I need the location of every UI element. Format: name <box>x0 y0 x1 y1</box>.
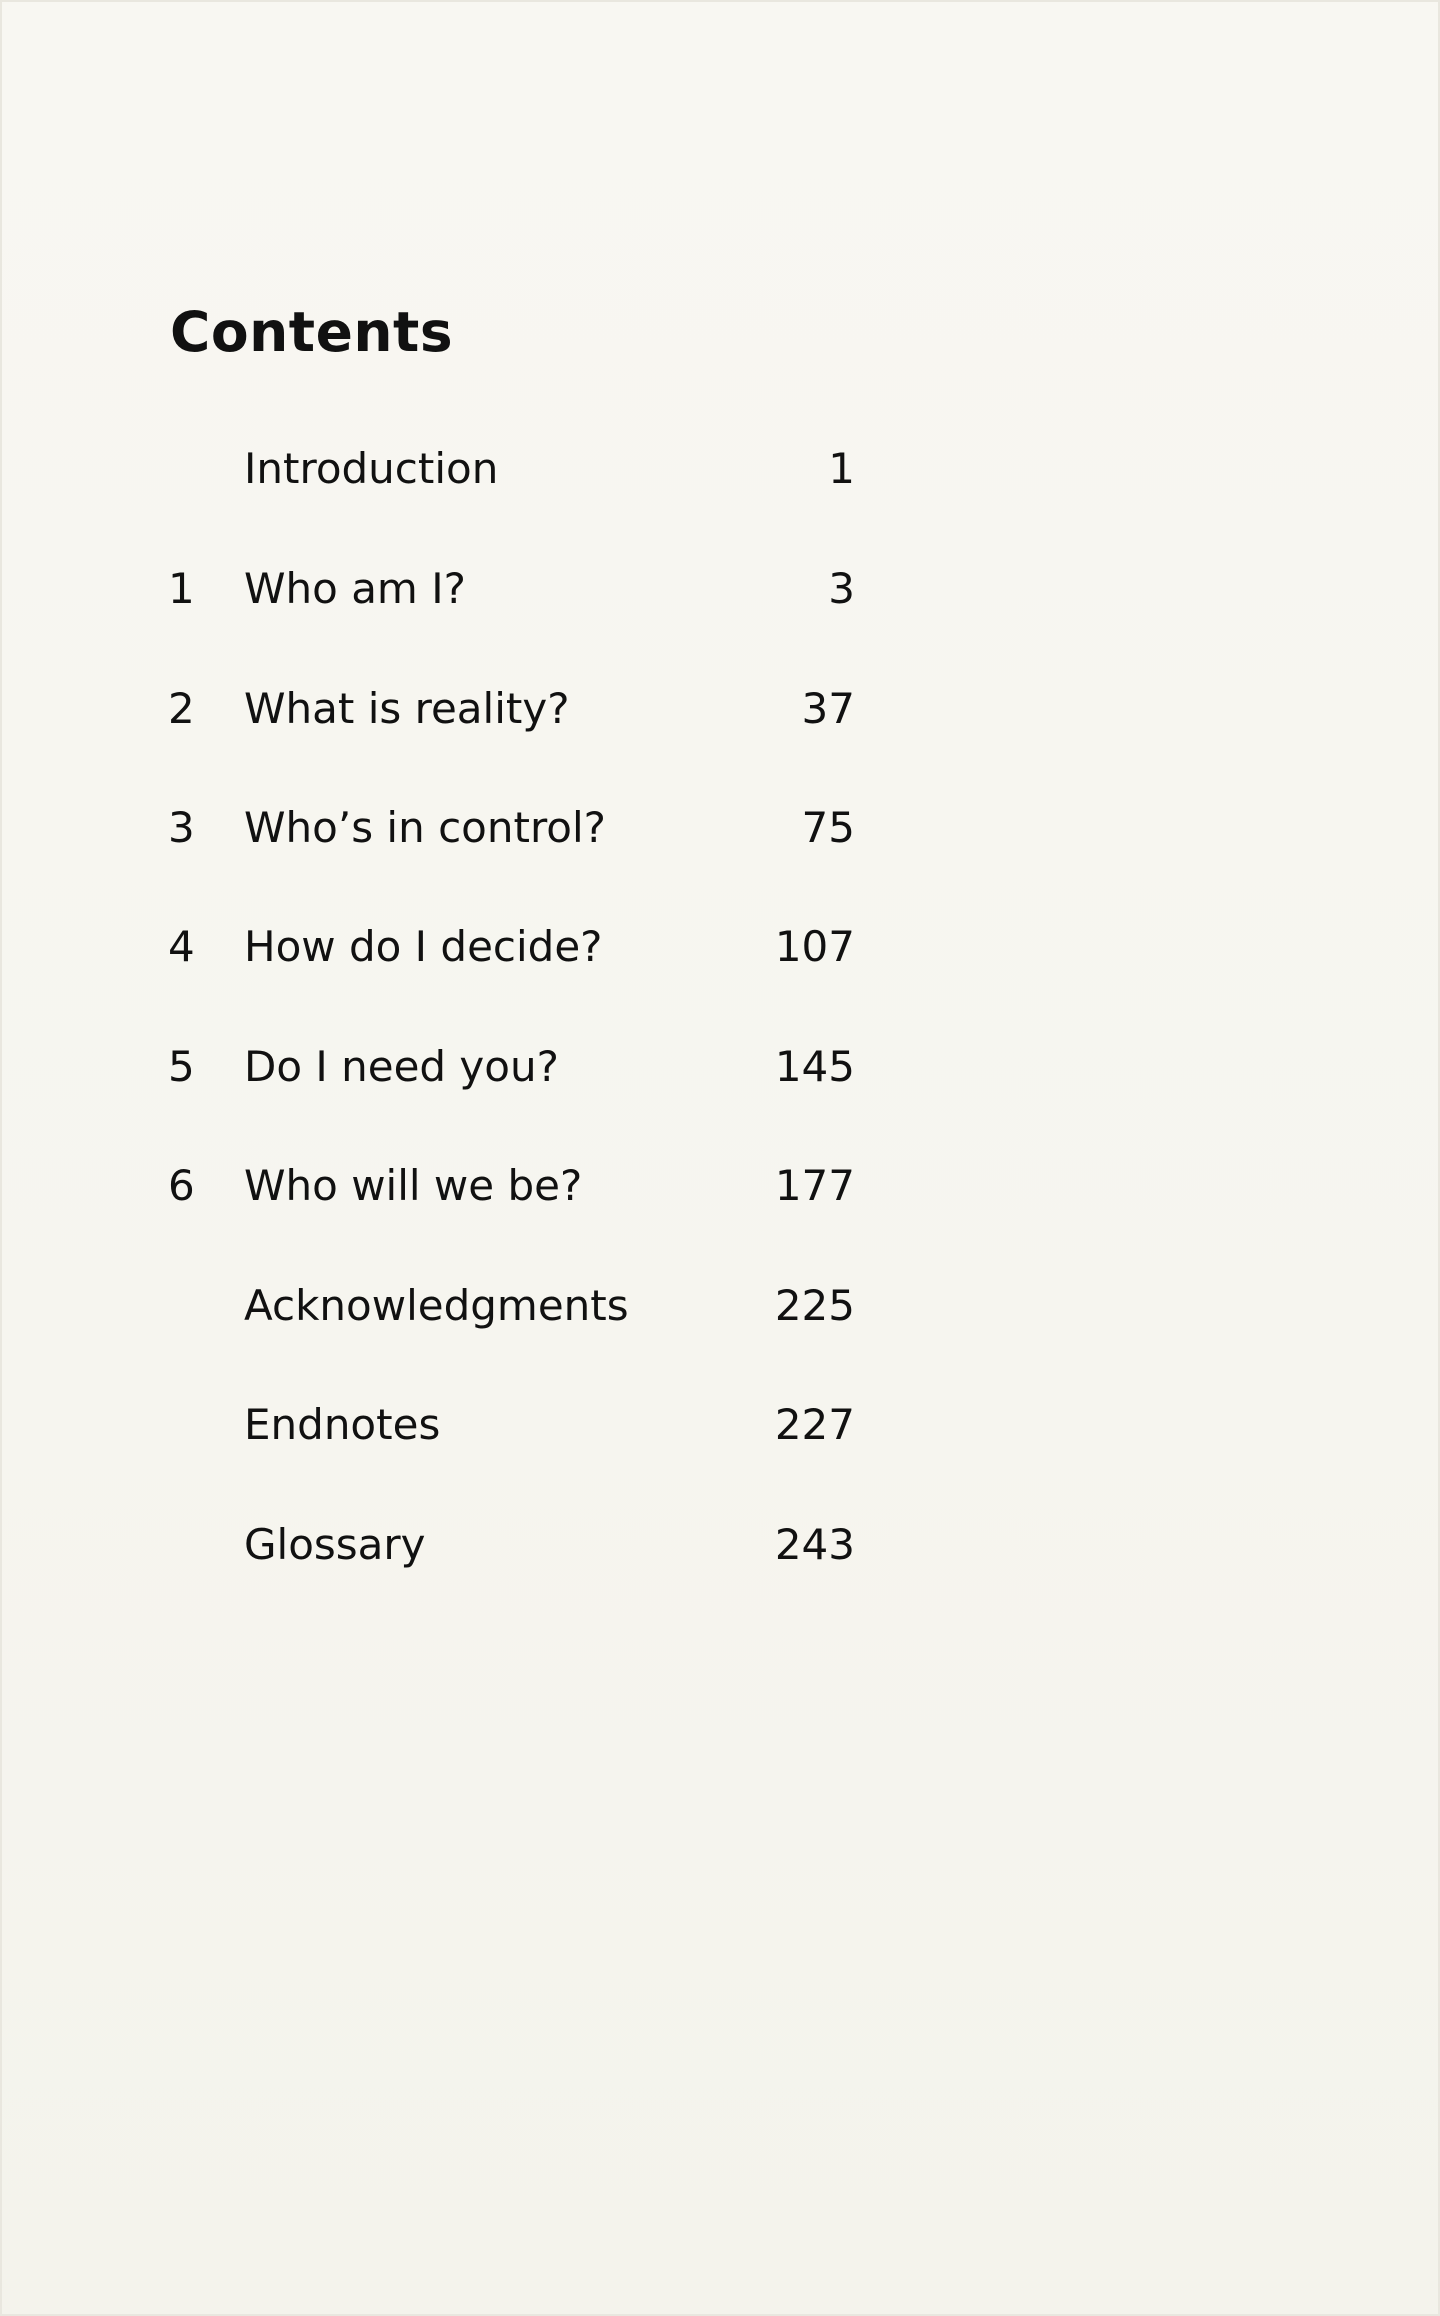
toc-entry-chapter-6 <box>160 1151 860 1221</box>
entry-label: Introduction <box>244 444 499 493</box>
page-number: 75 <box>801 803 855 852</box>
chapter-number: 4 <box>168 922 195 971</box>
toc-entry-chapter-1 <box>160 554 860 624</box>
entry-label: Do I need you? <box>244 1042 559 1091</box>
toc-entry-glossary <box>160 1510 860 1580</box>
page-number: 3 <box>828 564 855 613</box>
entry-label: Who’s in control? <box>244 803 606 852</box>
toc-entry-introduction <box>160 434 860 504</box>
entry-label: How do I decide? <box>244 922 603 971</box>
chapter-number: 2 <box>168 684 195 733</box>
chapter-number: 1 <box>168 564 195 613</box>
page-number: 107 <box>774 922 855 971</box>
entry-label: Glossary <box>244 1520 426 1569</box>
page-number: 177 <box>774 1161 855 1210</box>
entry-label: Who will we be? <box>244 1161 583 1210</box>
chapter-number: 5 <box>168 1042 195 1091</box>
toc-entry-chapter-2 <box>160 674 860 744</box>
page-number: 243 <box>774 1520 855 1569</box>
page-number: 37 <box>801 684 855 733</box>
page-number: 1 <box>828 444 855 493</box>
entry-label: Acknowledgments <box>244 1281 629 1330</box>
chapter-number: 3 <box>168 803 195 852</box>
chapter-number: 6 <box>168 1161 195 1210</box>
toc-entry-acknowledgments <box>160 1271 860 1341</box>
page-number: 145 <box>774 1042 855 1091</box>
entry-label: Endnotes <box>244 1400 441 1449</box>
toc-entry-chapter-3 <box>160 793 860 863</box>
page-number: 225 <box>774 1281 855 1330</box>
page-number: 227 <box>774 1400 855 1449</box>
toc-entry-chapter-5 <box>160 1032 860 1102</box>
toc-entry-endnotes <box>160 1390 860 1460</box>
toc-entry-chapter-4 <box>160 912 860 982</box>
entry-label: What is reality? <box>244 684 570 733</box>
page-title: Contents <box>170 300 454 364</box>
entry-label: Who am I? <box>244 564 466 613</box>
